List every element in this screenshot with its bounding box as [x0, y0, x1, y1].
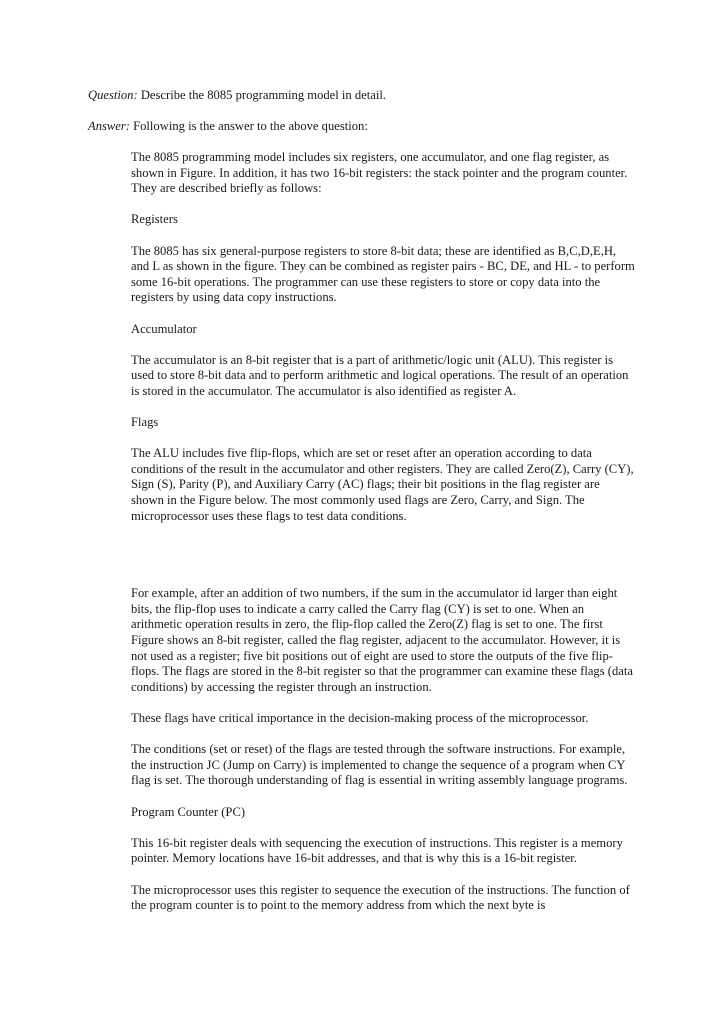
- flags-importance-paragraph: These flags have critical importance in the decision-making process of the microprocessor.: [131, 711, 589, 725]
- program-counter-function-paragraph: The microprocessor uses this register to sequence the execution of the instructions. The function of the program counter is to point to the memory address from which the next byte is: [131, 882, 630, 913]
- question-text: Describe the 8085 programming model in detail.: [137, 88, 386, 102]
- accumulator-heading: Accumulator: [131, 321, 197, 336]
- flags-conditions-paragraph: The conditions (set or reset) of the flags are tested through the software instructions. For example, the instruction JC (Jump on Carry) is implemented to change the sequence of a program when CY flag is set. The thorough understanding of flag is essential in writing assembly language programs.: [131, 742, 628, 788]
- flags-heading: Flags: [131, 415, 159, 430]
- answer-text: Following is the answer to the above question:: [129, 119, 368, 133]
- question-line: [88, 88, 648, 104]
- question-label: Question:: [88, 88, 138, 102]
- answer-body: [131, 150, 635, 929]
- answer-label: Answer:: [88, 119, 130, 133]
- flags-paragraph: The ALU includes five flip-flops, which are set or reset after an operation according to data conditions of the result in the accumulator and other registers. They are called Zero(Z), Carry (CY), Sign (S), Parity (P), and Auxiliary Carry (AC) flags; their bit positions in the flag register are shown in the Figure below. The most commonly used flags are Zero, Carry, and Sign. The microprocessor uses these flags to test data conditions.: [131, 446, 634, 523]
- program-counter-paragraph: This 16-bit register deals with sequencing the execution of instructions. This register is a memory pointer. Memory locations have 16-bit addresses, and that is why this is a 16-bit register.: [131, 835, 623, 866]
- answer-line: [88, 119, 648, 135]
- registers-paragraph: The 8085 has six general-purpose registers to store 8-bit data; these are identified as B,C,D,E,H, and L as shown in the figure. They can be combined as register pairs - BC, DE, and HL - to perform some 16-bit operations. The programmer can use these registers to store or copy data into the registers by using data copy instructions.: [131, 243, 635, 305]
- accumulator-paragraph: The accumulator is an 8-bit register that is a part of arithmetic/logic unit (ALU). This register is used to store 8-bit data and to perform arithmetic and logical operations. The result of an operation is stored in the accumulator. The accumulator is also identified as register A.: [131, 352, 629, 398]
- registers-heading: Registers: [131, 212, 178, 227]
- intro-paragraph: The 8085 programming model includes six registers, one accumulator, and one flag register, as shown in Figure. In addition, it has two 16-bit registers: the stack pointer and the program counter. They are described briefly as follows:: [131, 150, 628, 196]
- flags-example-paragraph: For example, after an addition of two numbers, if the sum in the accumulator id larger than eight bits, the flip-flop uses to indicate a carry called the Carry flag (CY) is set to one. When an arithmetic operation results in zero, the flip-flop called the Zero(Z) flag is set to one. The first Figure shows an 8-bit register, called the flag register, adjacent to the accumulator. However, it is not used as a register; five bit positions out of eight are used to store the outputs of the five flip-flops. The flags are stored in the 8-bit register so that the programmer can examine these flags (data conditions) by accessing the register through an instruction.: [131, 586, 633, 694]
- program-counter-heading: Program Counter (PC): [131, 804, 246, 819]
